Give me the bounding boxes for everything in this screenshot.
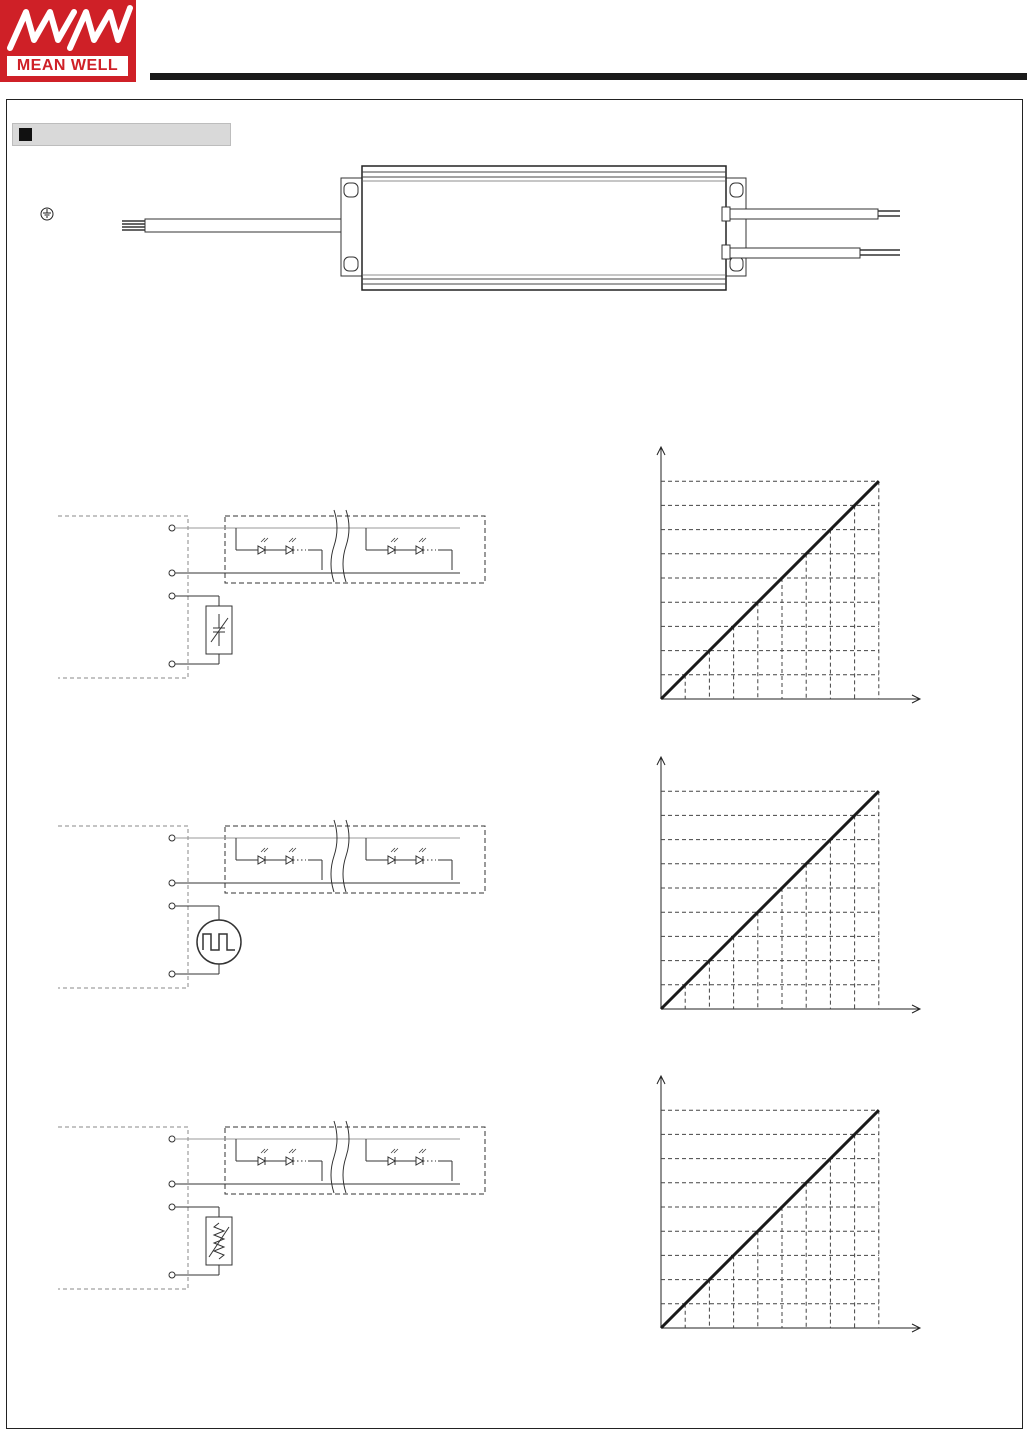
dimming-curve-chart-3 <box>657 1076 920 1332</box>
logo-wordmark: MEAN WELL <box>7 56 128 76</box>
dimming-curve-chart-1 <box>657 447 920 703</box>
dimming-series-line <box>661 1110 879 1328</box>
dimming-series-line <box>661 791 879 1009</box>
dimming-series-line <box>661 481 879 699</box>
dimming-curve-chart-2 <box>657 757 920 1013</box>
